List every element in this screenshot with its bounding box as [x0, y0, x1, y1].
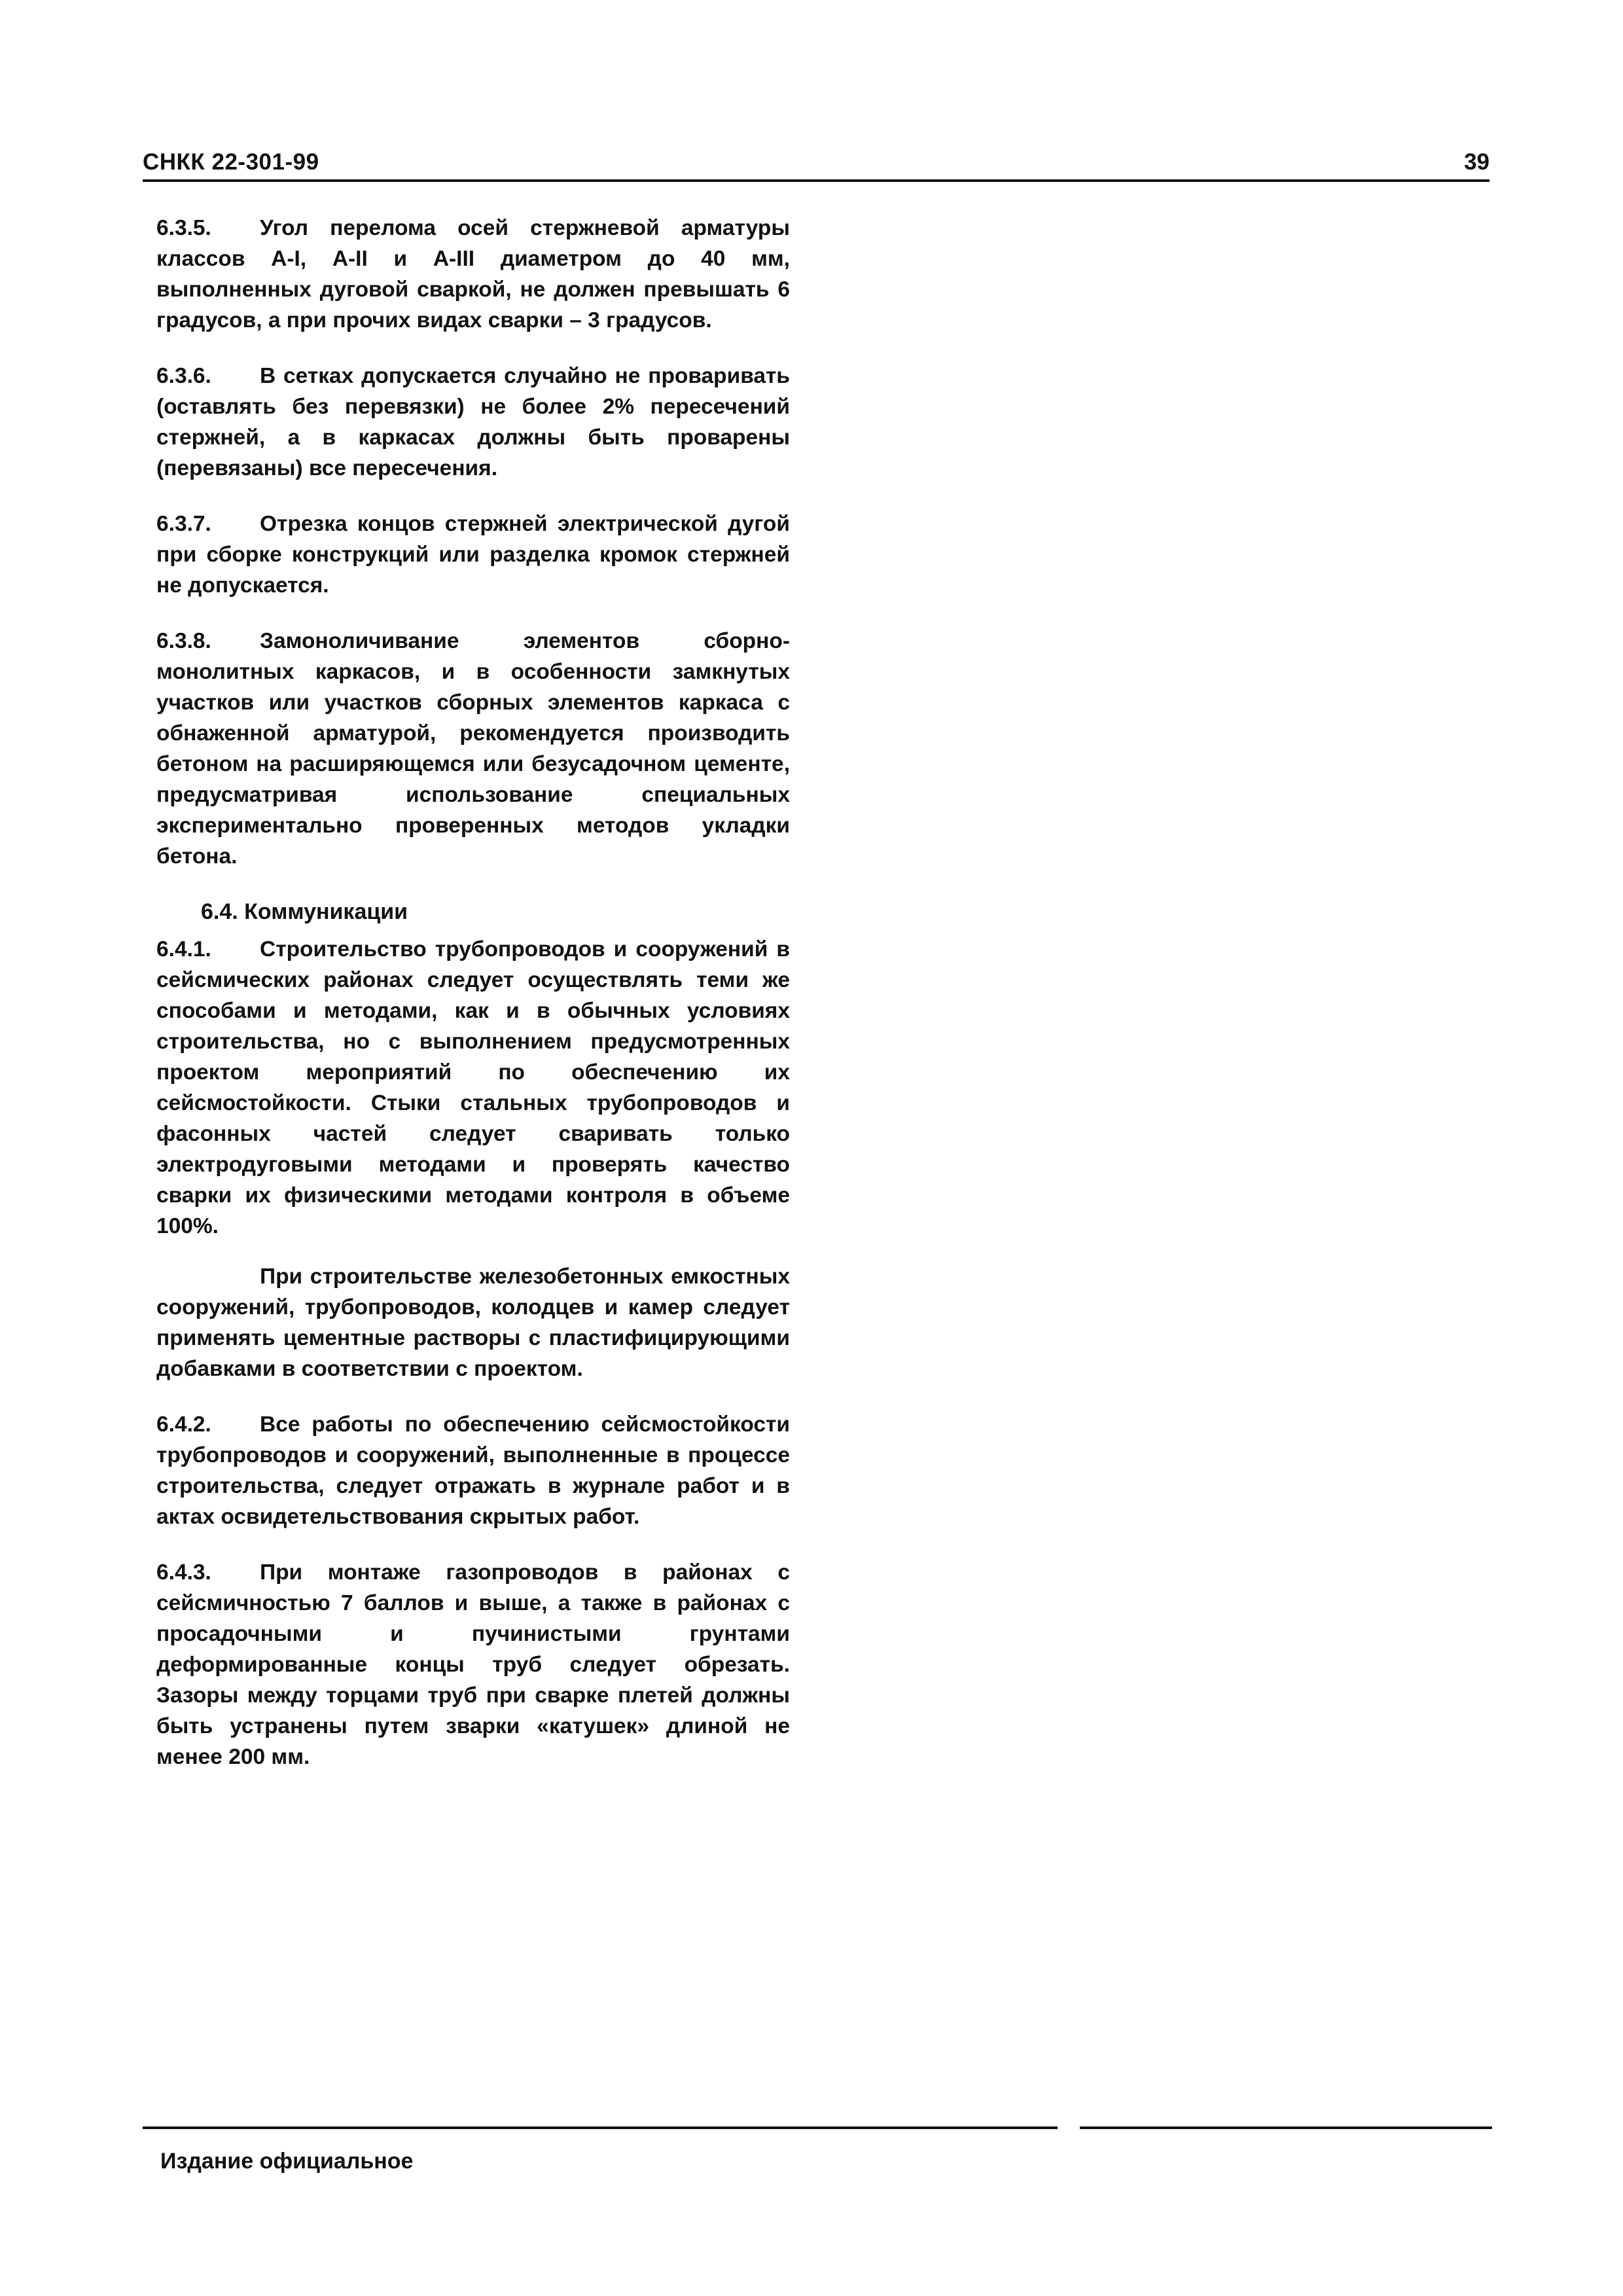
document-code: СНКК 22-301-99 [143, 149, 319, 175]
clause-text: Отрезка концов стержней электрической дугой при сборке конструкций или разделка кромок стержней не допускается. [156, 512, 790, 598]
clause-text: Угол перелома осей стержневой арматуры классов А-I, А-II и А-III диаметром до 40 мм, выполненных дуговой сваркой, не должен превышать 6 градусов, а при прочих видах сварки – 3 градусов. [156, 216, 790, 332]
clause-number: 6.4.1. [156, 937, 211, 961]
clause-number: 6.3.7. [156, 512, 211, 536]
main-text [156, 213, 790, 1797]
clause-text: Строительство трубопроводов и сооружений в сейсмических районах следует осуществлять теми же способами и методами, как и в обычных условиях строительства, но с выполнением предусмотренных проектом мероприятий по обеспечению их сейсмостойкости. Стыки стальных трубопроводов и фасонных частей следует сваривать только электродуговыми методами и проверять качество сварки их физическими методами контроля в объеме 100%. [156, 937, 790, 1238]
clause-6-4-2 [156, 1409, 790, 1532]
clause-number: 6.4.3. [156, 1560, 211, 1585]
clause-6-4-3 [156, 1557, 790, 1772]
clause-number: 6.3.5. [156, 216, 211, 240]
clause-6-3-8 [156, 626, 790, 872]
page-number: 39 [1464, 149, 1489, 175]
clause-number: 6.4.2. [156, 1412, 211, 1437]
clause-text: Замоноличивание элементов сборно-монолитных каркасов, и в особенности замкнутых участков или участков сборных элементов каркаса с обнаженной арматурой, рекомендуется производить бетоном на расширяющемся или безусадочном цементе, предусматривая использование специальных экспериментально проверенных методов укладки бетона. [156, 629, 790, 869]
clause-text: При строительстве железобетонных емкостных сооружений, трубопроводов, колодцев и камер следует применять цементные растворы с пластифицирующими добавками в соответствии с проектом. [156, 1265, 790, 1381]
clause-text: При монтаже газопроводов в районах с сейсмичностью 7 баллов и выше, а также в районах с просадочными и пучинистыми грунтами деформированные концы труб следует обрезать. Зазоры между торцами труб при сварке плетей должны быть устранены путем зварки «катушек» длиной не менее 200 мм. [156, 1560, 790, 1769]
clause-6-3-7 [156, 509, 790, 601]
clause-number: 6.3.6. [156, 364, 211, 388]
clause-text: В сетках допускается случайно не проваривать (оставлять без перевязки) не более 2% пересечений стержней, а в каркасах должны быть проварены (перевязаны) все пересечения. [156, 364, 790, 480]
clause-6-3-6 [156, 361, 790, 484]
header-rule [143, 179, 1489, 182]
clause-6-4-1-continuation [156, 1261, 790, 1384]
clause-number: 6.3.8. [156, 629, 211, 653]
footer-edition-note: Издание официальное [160, 2149, 414, 2174]
clause-6-3-5 [156, 213, 790, 336]
section-heading: 6.4. Коммуникации [201, 899, 408, 924]
clause-text: Все работы по обеспечению сейсмостойкости трубопроводов и сооружений, выполненные в процессе строительства, следует отражать в журнале работ и в актах освидетельствования скрытых работ. [156, 1412, 790, 1529]
footer-rule-right [1080, 2126, 1492, 2129]
clause-6-4-1 [156, 934, 790, 1242]
page-header [143, 145, 1489, 185]
footer-rule-left [143, 2126, 1058, 2129]
